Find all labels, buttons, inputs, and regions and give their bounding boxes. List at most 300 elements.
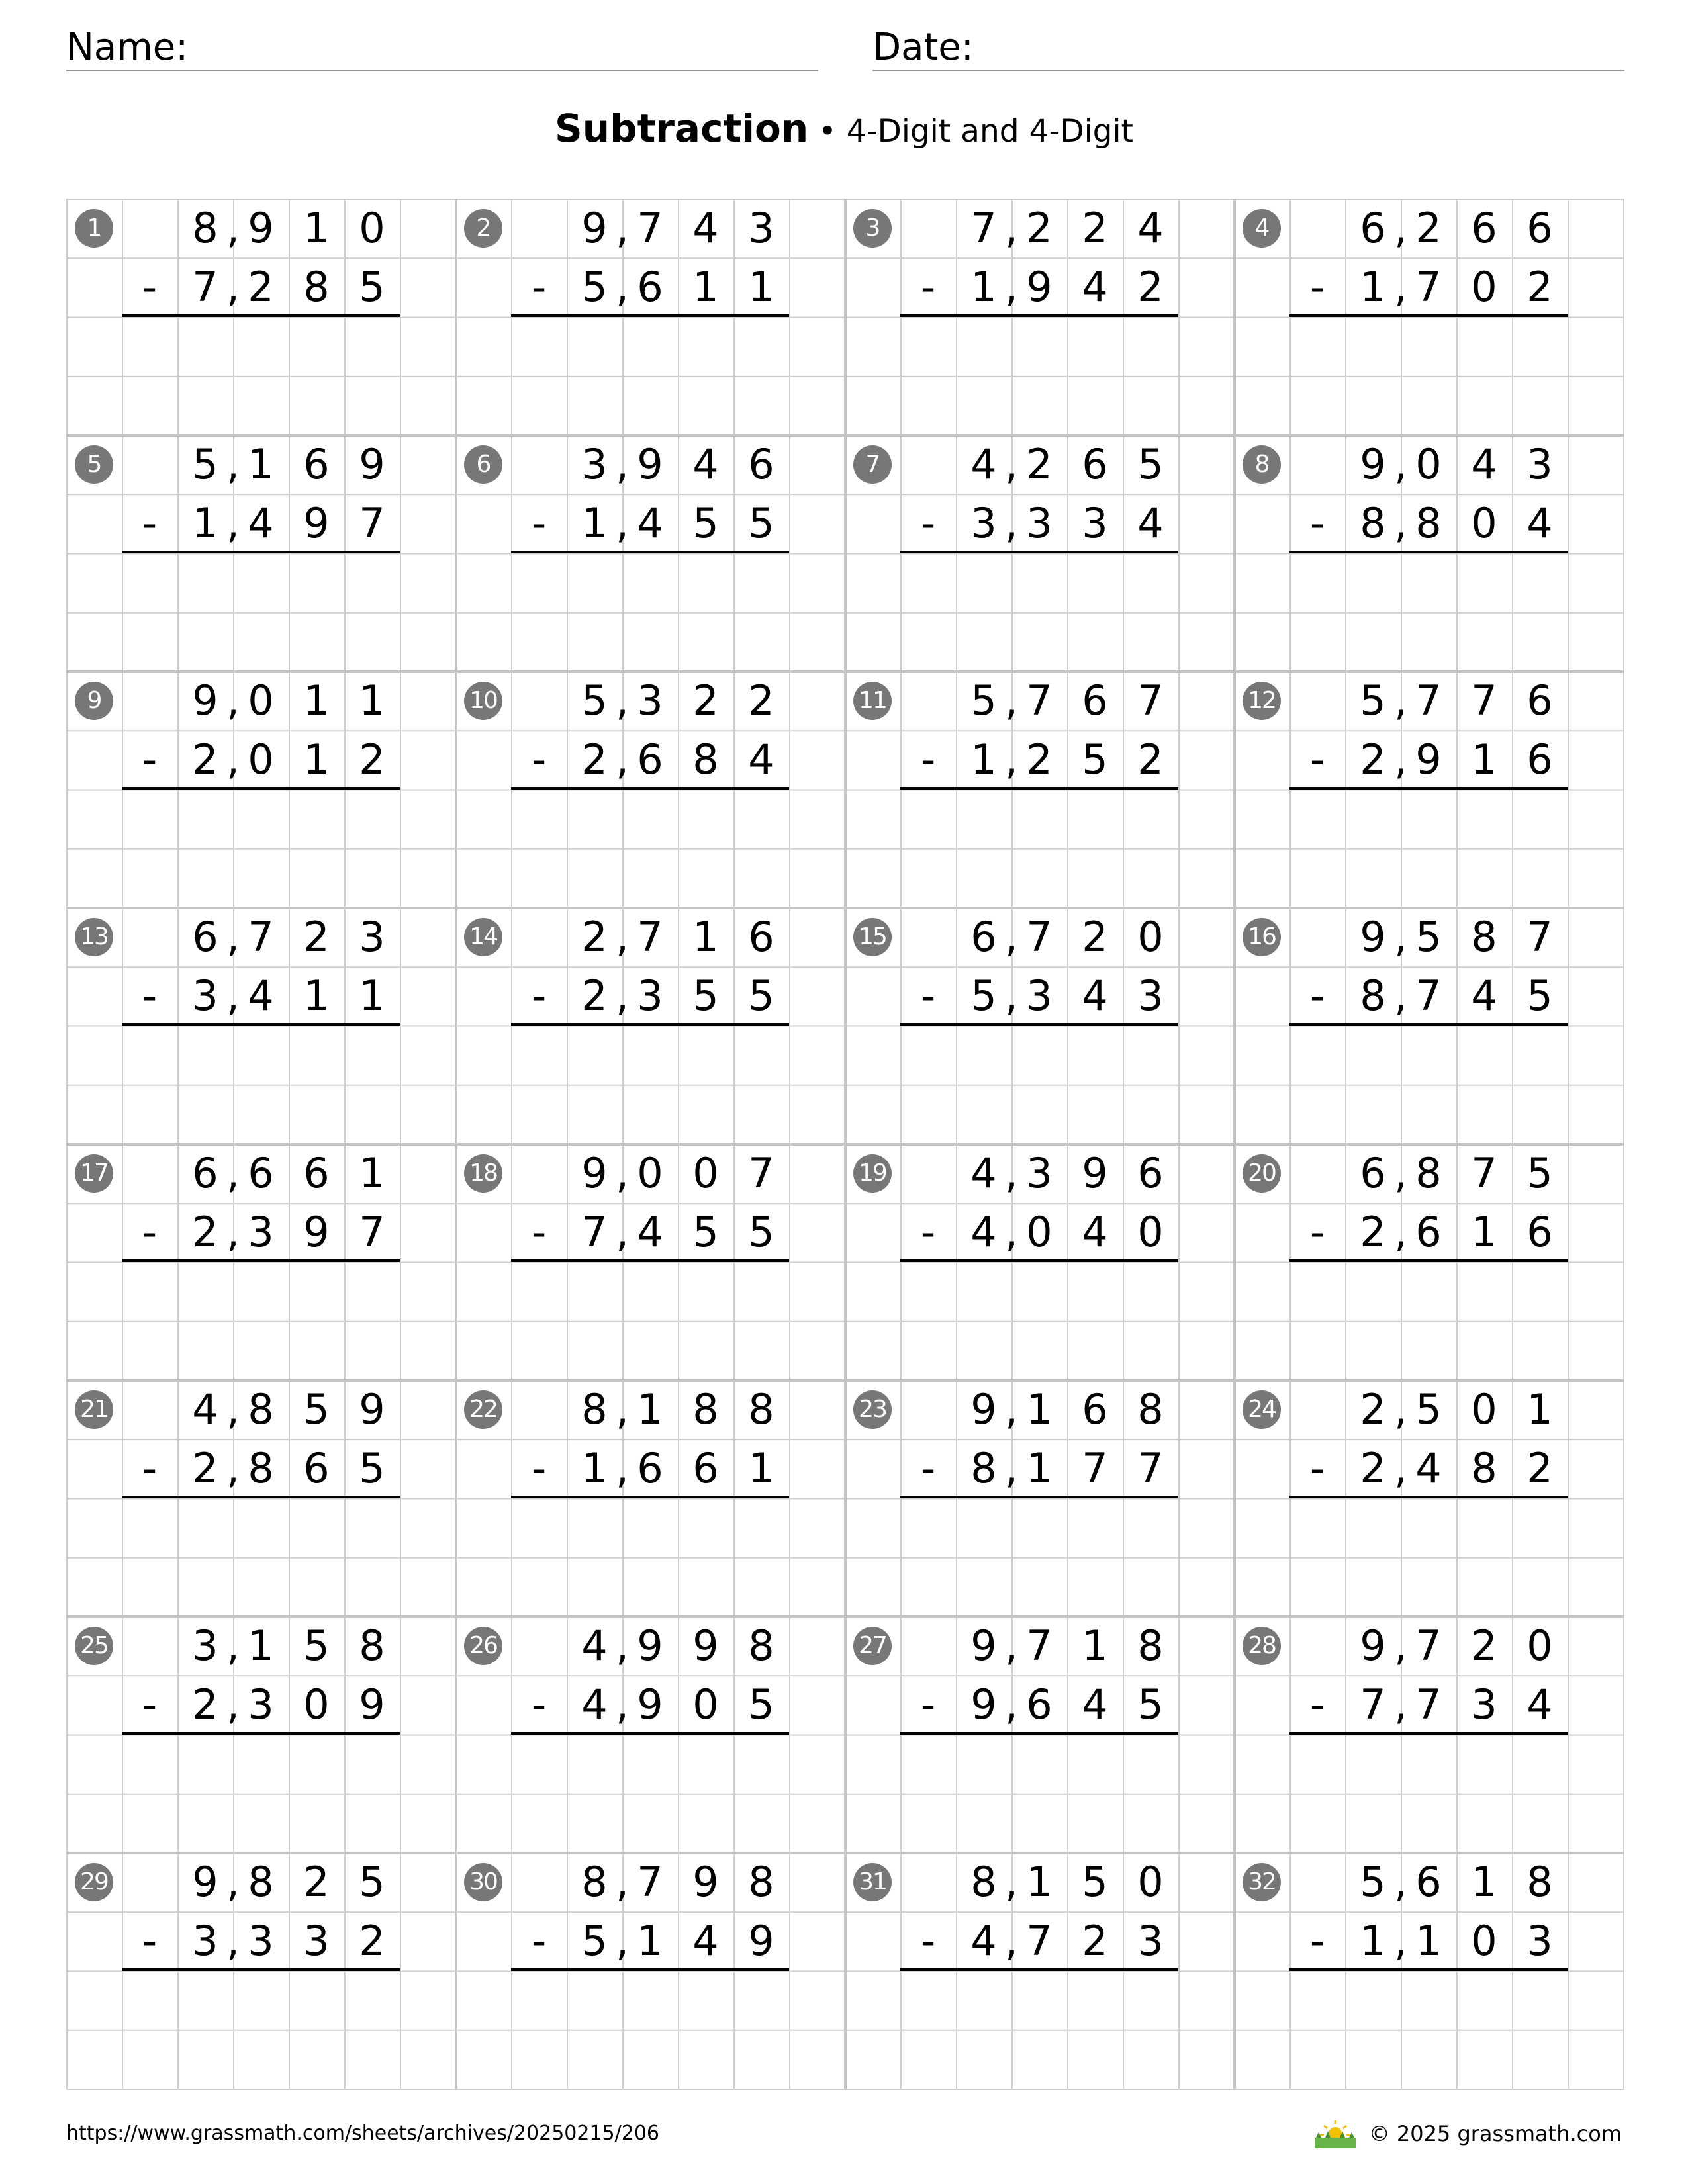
thousands-separator: , [226,913,240,961]
problem-number-badge: 25 [75,1627,113,1665]
thousands-separator: , [616,1680,629,1729]
title-main: Subtraction [555,106,809,151]
minuend-digit: 4 [692,440,719,488]
minuend-digit: 7 [1026,913,1053,961]
subtrahend-digit: 8 [248,1444,274,1492]
thousands-separator: , [1005,1385,1018,1433]
minus-sign: - [531,735,547,784]
thousands-separator: , [226,1385,240,1433]
problem-number-badge: 8 [1243,445,1281,484]
subtrahend-digit: 2 [192,735,218,784]
minuend-digit: 8 [248,1385,274,1433]
minuend-digit: 4 [581,1621,608,1670]
minuend-digit: 9 [637,1621,663,1670]
problem-number-badge: 22 [464,1390,502,1429]
answer-line [122,551,400,553]
problem-number-badge: 24 [1243,1390,1281,1429]
minuend-digit: 2 [1360,1385,1386,1433]
subtrahend-digit: 2 [359,735,385,784]
subtrahend-digit: 5 [1526,972,1553,1020]
minuend-digit: 8 [1415,1149,1442,1197]
minuend-digit: 1 [303,676,330,725]
subtrahend-digit: 2 [192,1680,218,1729]
subtrahend-digit: 3 [192,1917,218,1965]
minuend-digit: 9 [581,1149,608,1197]
thousands-separator: , [616,263,629,311]
minus-sign: - [531,1444,547,1492]
minuend-digit: 7 [637,204,663,252]
thousands-separator: , [1005,263,1018,311]
minuend-digit: 5 [303,1385,330,1433]
minuend-digit: 5 [970,676,997,725]
subtrahend-digit: 3 [1526,1917,1553,1965]
subtrahend-digit: 7 [192,263,218,311]
answer-line [1289,1968,1568,1971]
minuend-digit: 6 [192,913,218,961]
minuend-digit: 4 [692,204,719,252]
minus-sign: - [142,735,158,784]
subtrahend-digit: 2 [581,972,608,1020]
subtrahend-digit: 8 [1415,499,1442,547]
minuend-digit: 5 [581,676,608,725]
thousands-separator: , [1005,1858,1018,1906]
subtrahend-digit: 4 [581,1680,608,1729]
minuend-digit: 9 [637,440,663,488]
subtrahend-digit: 7 [581,1208,608,1256]
minus-sign: - [1309,263,1325,311]
subtrahend-digit: 0 [1026,1208,1053,1256]
problem-number-badge: 18 [464,1154,502,1193]
subtrahend-digit: 3 [970,499,997,547]
problem-number-badge: 27 [853,1627,892,1665]
subtrahend-digit: 9 [637,1680,663,1729]
subtrahend-digit: 5 [692,972,719,1020]
minus-sign: - [142,1917,158,1965]
subtrahend-digit: 5 [748,499,774,547]
problem-number-badge: 20 [1243,1154,1281,1193]
minuend-digit: 1 [303,204,330,252]
problem-32 [1234,1852,1623,2089]
minuend-digit: 6 [748,913,774,961]
minuend-digit: 6 [1471,204,1497,252]
problem-number-badge: 2 [464,209,502,248]
problem-number-badge: 21 [75,1390,113,1429]
subtrahend-digit: 1 [1360,263,1386,311]
minus-sign: - [920,1208,936,1256]
minuend-digit: 2 [1471,1621,1497,1670]
problem-number-badge: 14 [464,918,502,956]
problem-17 [66,1144,455,1380]
subtrahend-digit: 2 [1137,263,1164,311]
subtrahend-digit: 6 [637,1444,663,1492]
minuend-digit: 7 [1526,913,1553,961]
minuend-digit: 8 [748,1621,774,1670]
problem-13 [66,907,455,1144]
subtrahend-digit: 7 [359,499,385,547]
minus-sign: - [920,1444,936,1492]
subtrahend-digit: 1 [1360,1917,1386,1965]
subtrahend-digit: 3 [248,1680,274,1729]
minuend-digit: 7 [637,913,663,961]
thousands-separator: , [1005,676,1018,725]
answer-line [122,787,400,790]
answer-line [900,1259,1178,1262]
subtrahend-digit: 5 [359,263,385,311]
answer-line [511,314,789,317]
subtrahend-digit: 0 [692,1680,719,1729]
subtrahend-digit: 4 [248,499,274,547]
problem-21 [66,1380,455,1616]
minuend-digit: 8 [581,1385,608,1433]
subtrahend-digit: 3 [192,972,218,1020]
minus-sign: - [1309,972,1325,1020]
minuend-digit: 5 [192,440,218,488]
minuend-digit: 9 [692,1621,719,1670]
thousands-separator: , [1005,972,1018,1020]
minuend-digit: 7 [1471,1149,1497,1197]
subtrahend-digit: 1 [1471,735,1497,784]
minuend-digit: 9 [1082,1149,1108,1197]
thousands-separator: , [1394,1444,1407,1492]
subtrahend-digit: 9 [748,1917,774,1965]
answer-line [122,1732,400,1735]
answer-line [1289,1732,1568,1735]
subtrahend-digit: 2 [1360,1208,1386,1256]
minuend-digit: 1 [248,440,274,488]
subtrahend-digit: 3 [1026,972,1053,1020]
minus-sign: - [531,1917,547,1965]
minuend-digit: 6 [303,1149,330,1197]
subtrahend-digit: 3 [303,1917,330,1965]
subtrahend-digit: 1 [192,499,218,547]
subtrahend-digit: 9 [1026,263,1053,311]
minuend-digit: 1 [359,1149,385,1197]
minuend-digit: 7 [1471,676,1497,725]
minuend-digit: 7 [1026,1621,1053,1670]
subtrahend-digit: 7 [1415,263,1442,311]
thousands-separator: , [1394,499,1407,547]
subtrahend-digit: 5 [692,499,719,547]
thousands-separator: , [226,1858,240,1906]
problem-25 [66,1616,455,1852]
thousands-separator: , [1394,1621,1407,1670]
subtrahend-digit: 4 [637,499,663,547]
thousands-separator: , [1005,1208,1018,1256]
answer-line [122,1968,400,1971]
subtrahend-digit: 4 [1082,1680,1108,1729]
subtrahend-digit: 5 [581,263,608,311]
minuend-digit: 1 [1471,1858,1497,1906]
minuend-digit: 9 [692,1858,719,1906]
subtrahend-digit: 4 [1082,1208,1108,1256]
problem-number-badge: 4 [1243,209,1281,248]
thousands-separator: , [616,1385,629,1433]
problem-number-badge: 15 [853,918,892,956]
subtrahend-digit: 8 [970,1444,997,1492]
subtrahend-digit: 6 [1415,1208,1442,1256]
date-label: Date: [872,26,974,69]
minuend-digit: 9 [192,676,218,725]
subtrahend-digit: 3 [248,1208,274,1256]
subtrahend-digit: 1 [970,263,997,311]
minuend-digit: 7 [748,1149,774,1197]
thousands-separator: , [616,1917,629,1965]
thousands-separator: , [226,735,240,784]
minuend-digit: 6 [1415,1858,1442,1906]
thousands-separator: , [1394,676,1407,725]
minuend-digit: 9 [1360,913,1386,961]
thousands-separator: , [226,440,240,488]
minus-sign: - [1309,735,1325,784]
thousands-separator: , [1005,1621,1018,1670]
footer-url: https://www.grassmath.com/sheets/archives/20250215/206 [66,2122,660,2145]
subtrahend-digit: 4 [1082,263,1108,311]
subtrahend-digit: 8 [1471,1444,1497,1492]
subtrahend-digit: 4 [1137,499,1164,547]
thousands-separator: , [226,263,240,311]
minus-sign: - [531,972,547,1020]
minuend-digit: 6 [1082,1385,1108,1433]
answer-line [511,551,789,553]
subtrahend-digit: 3 [1137,972,1164,1020]
thousands-separator: , [616,972,629,1020]
minus-sign: - [1309,1444,1325,1492]
thousands-separator: , [616,1858,629,1906]
thousands-separator: , [616,1621,629,1670]
minuend-digit: 7 [1137,676,1164,725]
minus-sign: - [1309,1917,1325,1965]
minus-sign: - [531,499,547,547]
minuend-digit: 7 [1415,676,1442,725]
minuend-digit: 6 [192,1149,218,1197]
minuend-digit: 6 [1137,1149,1164,1197]
problem-12 [1234,671,1623,907]
problem-grid [66,199,1624,2090]
thousands-separator: , [1005,735,1018,784]
problem-20 [1234,1144,1623,1380]
problem-number-badge: 29 [75,1863,113,1901]
minuend-digit: 4 [970,1149,997,1197]
minuend-digit: 4 [192,1385,218,1433]
problem-2 [455,199,845,435]
answer-line [122,1259,400,1262]
subtrahend-digit: 4 [637,1208,663,1256]
minuend-digit: 1 [637,1385,663,1433]
minus-sign: - [142,263,158,311]
answer-line [1289,551,1568,553]
thousands-separator: , [1394,972,1407,1020]
thousands-separator: , [616,1149,629,1197]
thousands-separator: , [616,204,629,252]
minuend-digit: 5 [359,1858,385,1906]
subtrahend-digit: 0 [1471,263,1497,311]
minuend-digit: 8 [748,1385,774,1433]
thousands-separator: , [616,499,629,547]
name-label: Name: [66,26,189,69]
date-field[interactable] [872,24,1624,71]
thousands-separator: , [226,676,240,725]
minuend-digit: 5 [1360,676,1386,725]
minuend-digit: 2 [303,1858,330,1906]
problem-number-badge: 1 [75,209,113,248]
subtrahend-digit: 2 [1082,1917,1108,1965]
problem-number-badge: 13 [75,918,113,956]
thousands-separator: , [1005,913,1018,961]
problem-6 [455,435,845,671]
problem-number-badge: 12 [1243,682,1281,720]
minus-sign: - [142,499,158,547]
subtrahend-digit: 4 [248,972,274,1020]
minus-sign: - [920,972,936,1020]
minuend-digit: 7 [1026,676,1053,725]
minuend-digit: 0 [1137,1858,1164,1906]
subtrahend-digit: 7 [359,1208,385,1256]
title-subtitle: • 4-Digit and 4-Digit [808,113,1133,150]
subtrahend-digit: 3 [1082,499,1108,547]
minuend-digit: 1 [359,676,385,725]
minus-sign: - [531,263,547,311]
thousands-separator: , [1005,1149,1018,1197]
subtrahend-digit: 1 [970,735,997,784]
minus-sign: - [920,263,936,311]
answer-line [511,1968,789,1971]
footer-copyright: © 2025 grassmath.com [1368,2121,1622,2146]
answer-line [900,1968,1178,1971]
subtrahend-digit: 9 [1415,735,1442,784]
problem-27 [845,1616,1234,1852]
answer-line [511,787,789,790]
problem-1 [66,199,455,435]
minuend-digit: 3 [359,913,385,961]
subtrahend-digit: 4 [970,1917,997,1965]
subtrahend-digit: 4 [748,735,774,784]
subtrahend-digit: 7 [1137,1444,1164,1492]
subtrahend-digit: 4 [1415,1444,1442,1492]
thousands-separator: , [226,1208,240,1256]
minus-sign: - [920,499,936,547]
thousands-separator: , [226,499,240,547]
minuend-digit: 6 [970,913,997,961]
subtrahend-digit: 9 [359,1680,385,1729]
subtrahend-digit: 1 [748,1444,774,1492]
problem-number-badge: 7 [853,445,892,484]
subtrahend-digit: 1 [581,1444,608,1492]
problem-15 [845,907,1234,1144]
thousands-separator: , [616,1208,629,1256]
minuend-digit: 6 [1526,204,1553,252]
subtrahend-digit: 6 [1526,735,1553,784]
subtrahend-digit: 3 [248,1917,274,1965]
minuend-digit: 2 [1415,204,1442,252]
subtrahend-digit: 9 [303,499,330,547]
minus-sign: - [920,1917,936,1965]
problem-number-badge: 16 [1243,918,1281,956]
answer-line [511,1732,789,1735]
problem-22 [455,1380,845,1616]
answer-line [511,1496,789,1498]
minuend-digit: 6 [303,440,330,488]
subtrahend-digit: 0 [1471,499,1497,547]
minuend-digit: 0 [637,1149,663,1197]
answer-line [1289,1496,1568,1498]
subtrahend-digit: 5 [359,1444,385,1492]
minuend-digit: 1 [248,1621,274,1670]
subtrahend-digit: 2 [581,735,608,784]
minuend-digit: 5 [1526,1149,1553,1197]
answer-line [1289,787,1568,790]
answer-line [122,314,400,317]
answer-line [122,1023,400,1026]
thousands-separator: , [616,1444,629,1492]
problem-18 [455,1144,845,1380]
minus-sign: - [142,1208,158,1256]
subtrahend-digit: 7 [1082,1444,1108,1492]
thousands-separator: , [226,972,240,1020]
subtrahend-digit: 7 [1026,1917,1053,1965]
problem-5 [66,435,455,671]
thousands-separator: , [226,1444,240,1492]
thousands-separator: , [1394,735,1407,784]
subtrahend-digit: 4 [692,1917,719,1965]
subtrahend-digit: 5 [1137,1680,1164,1729]
minuend-digit: 5 [1137,440,1164,488]
thousands-separator: , [1394,1917,1407,1965]
minuend-digit: 6 [1082,440,1108,488]
minus-sign: - [531,1680,547,1729]
minuend-digit: 2 [1082,913,1108,961]
problem-9 [66,671,455,907]
minuend-digit: 6 [1360,1149,1386,1197]
subtrahend-digit: 3 [1471,1680,1497,1729]
thousands-separator: , [1394,1858,1407,1906]
minuend-digit: 8 [970,1858,997,1906]
minuend-digit: 8 [1471,913,1497,961]
subtrahend-digit: 2 [192,1444,218,1492]
thousands-separator: , [616,676,629,725]
minuend-digit: 1 [1526,1385,1553,1433]
minuend-digit: 3 [1526,440,1553,488]
subtrahend-digit: 8 [303,263,330,311]
minuend-digit: 5 [1360,1858,1386,1906]
problem-23 [845,1380,1234,1616]
minus-sign: - [531,1208,547,1256]
problem-11 [845,671,1234,907]
subtrahend-digit: 2 [248,263,274,311]
thousands-separator: , [616,735,629,784]
minuend-digit: 2 [748,676,774,725]
thousands-separator: , [1005,499,1018,547]
minuend-digit: 8 [1137,1385,1164,1433]
subtrahend-digit: 1 [581,499,608,547]
subtrahend-digit: 5 [692,1208,719,1256]
minuend-digit: 2 [1082,204,1108,252]
problem-4 [1234,199,1623,435]
subtrahend-digit: 2 [1360,1444,1386,1492]
problem-16 [1234,907,1623,1144]
subtrahend-digit: 1 [748,263,774,311]
minuend-digit: 0 [1526,1621,1553,1670]
minuend-digit: 8 [1526,1858,1553,1906]
thousands-separator: , [226,1621,240,1670]
problem-number-badge: 5 [75,445,113,484]
problem-26 [455,1616,845,1852]
minus-sign: - [1309,499,1325,547]
name-field[interactable] [66,24,818,71]
problem-3 [845,199,1234,435]
minuend-digit: 3 [748,204,774,252]
subtrahend-digit: 1 [303,972,330,1020]
problem-number-badge: 17 [75,1154,113,1193]
